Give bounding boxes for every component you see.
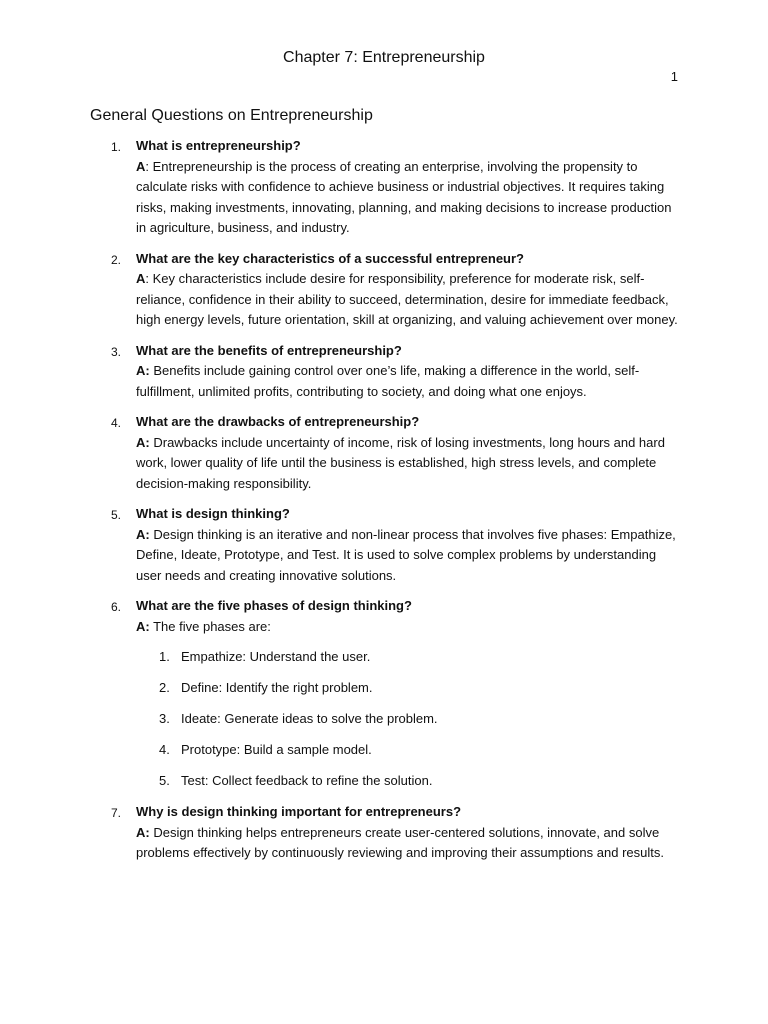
phase-text: Empathize: Understand the user. bbox=[181, 649, 371, 664]
qa-item-3 bbox=[0, 341, 768, 403]
answer-text bbox=[136, 433, 678, 495]
answer-body: Design thinking helps entrepreneurs create user-centered solutions, innovate, and solve problems effectively by continuously reviewing and improving their assumptions and results. bbox=[136, 824, 664, 860]
answer-label-separator: : bbox=[145, 618, 150, 634]
qa-item-1 bbox=[0, 136, 768, 239]
phase-text: Prototype: Build a sample model. bbox=[181, 742, 372, 757]
design-phase-item bbox=[136, 678, 678, 699]
qa-item-7 bbox=[0, 802, 768, 864]
phase-number: 3. bbox=[159, 711, 170, 726]
phase-text: Test: Collect feedback to refine the solution. bbox=[181, 773, 433, 788]
answer-label: A bbox=[136, 824, 146, 840]
page-number: 1 bbox=[670, 69, 678, 84]
answer-text bbox=[136, 525, 678, 587]
qa-item-4 bbox=[0, 412, 768, 494]
answer-label-separator: : bbox=[145, 526, 150, 542]
answer-label: A bbox=[136, 158, 146, 174]
design-phases-list bbox=[136, 647, 678, 792]
answer-text bbox=[136, 361, 678, 402]
phase-number: 4. bbox=[159, 742, 170, 757]
question-number: 1. bbox=[111, 140, 122, 154]
question-number: 4. bbox=[111, 416, 122, 430]
answer-label-separator: : bbox=[145, 824, 150, 840]
document-title: Chapter 7: Entrepreneurship bbox=[283, 49, 485, 66]
question-text: What is entrepreneurship? bbox=[136, 138, 301, 153]
question-text: What is design thinking? bbox=[136, 506, 290, 521]
phase-text: Define: Identify the right problem. bbox=[181, 680, 373, 695]
phase-text: Ideate: Generate ideas to solve the problem. bbox=[181, 711, 438, 726]
answer-label: A bbox=[136, 526, 146, 542]
answer-body: Key characteristics include desire for responsibility, preference for moderate risk, self-reliance, confidence in their ability to succeed, determination, desire for immediate feedback, high energy levels, future orientation, skill at organizing, and valuing achievement over money. bbox=[136, 271, 678, 327]
answer-text bbox=[136, 823, 678, 864]
design-phase-item bbox=[136, 647, 678, 668]
answer-body: Entrepreneurship is the process of creating an enterprise, involving the propensity to calculate risks with confidence to achieve business or industrial objectives. It requires taking risks, making investments, innovating, planning, and making decisions to increase production in agriculture, business, and industry. bbox=[136, 158, 672, 235]
design-phase-item bbox=[136, 771, 678, 792]
design-phase-item bbox=[136, 740, 678, 761]
question-number: 2. bbox=[111, 252, 122, 267]
design-phase-item bbox=[136, 709, 678, 730]
answer-label: A bbox=[136, 271, 146, 286]
answer-label: A bbox=[136, 363, 146, 378]
question-text: What are the five phases of design thinking? bbox=[136, 598, 412, 613]
qa-item-5 bbox=[0, 504, 768, 586]
question-text: What are the key characteristics of a successful entrepreneur? bbox=[136, 250, 524, 266]
question-number: 6. bbox=[111, 600, 122, 614]
answer-label-separator: : bbox=[145, 271, 150, 286]
question-text: What are the benefits of entrepreneurship? bbox=[136, 342, 402, 358]
answer-body: Benefits include gaining control over one’s life, making a difference in the world, self-fulfillment, unlimited profits, contributing to society, and doing what one enjoys. bbox=[136, 363, 640, 399]
answer-label: A bbox=[136, 618, 146, 634]
answer-body: Drawbacks include uncertainty of income, risk of losing investments, long hours and hard work, lower quality of life until the business is established, high stress levels, and complete decision-making responsibility. bbox=[136, 434, 665, 491]
phase-number: 2. bbox=[159, 680, 170, 695]
question-number: 7. bbox=[111, 806, 122, 820]
question-text: What are the drawbacks of entrepreneurship? bbox=[136, 414, 420, 429]
section-heading: General Questions on Entrepreneurship bbox=[90, 107, 373, 124]
phase-number: 1. bbox=[159, 649, 170, 664]
question-number: 5. bbox=[111, 508, 122, 522]
answer-text bbox=[136, 617, 678, 638]
answer-label-separator: : bbox=[145, 434, 150, 450]
answer-text bbox=[136, 269, 678, 331]
answer-label-separator: : bbox=[145, 158, 150, 174]
qa-item-2 bbox=[0, 249, 768, 331]
question-number: 3. bbox=[111, 344, 122, 359]
answer-body: Design thinking is an iterative and non-linear process that involves five phases: Empathize, Define, Ideate, Prototype, and Test. It is used to solve complex problems by understanding user needs and creating innovative solutions. bbox=[136, 526, 676, 583]
qa-item-6 bbox=[0, 596, 768, 792]
question-list bbox=[0, 136, 768, 874]
answer-text bbox=[136, 157, 678, 239]
answer-label: A bbox=[136, 434, 146, 450]
answer-label-separator: : bbox=[145, 363, 150, 378]
phase-number: 5. bbox=[159, 773, 170, 788]
answer-body: The five phases are: bbox=[149, 618, 271, 634]
question-text: Why is design thinking important for entrepreneurs? bbox=[136, 804, 462, 819]
